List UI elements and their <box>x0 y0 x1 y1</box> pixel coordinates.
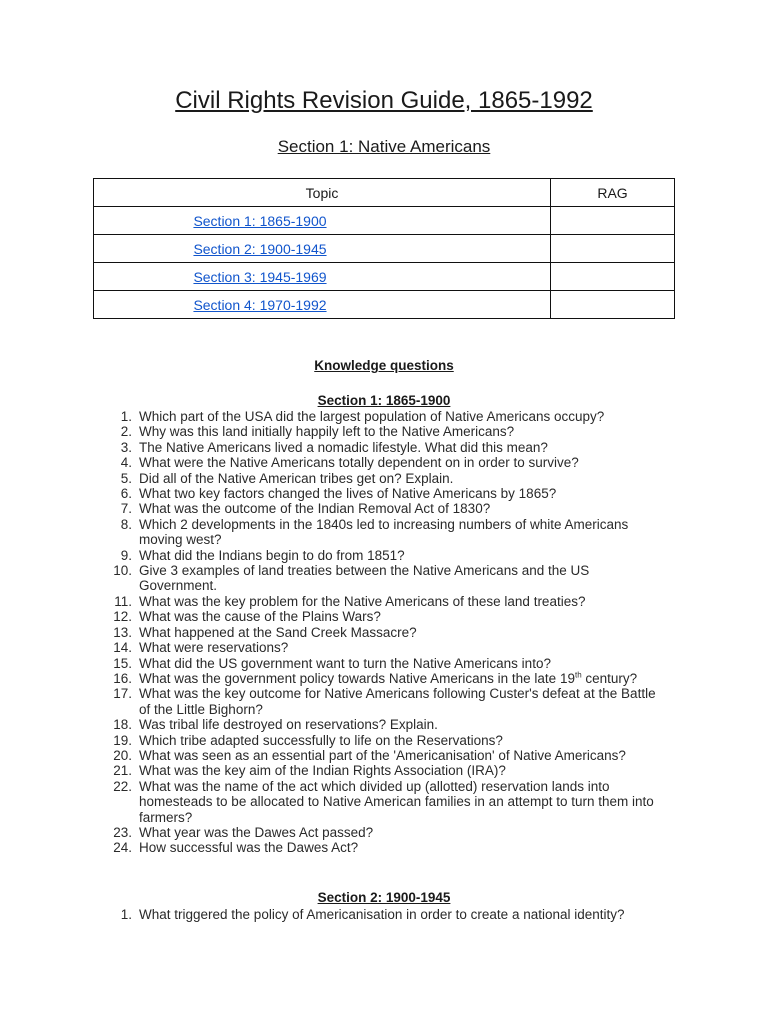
question-item <box>110 563 670 594</box>
table-row <box>94 235 675 263</box>
question-number: 21. <box>113 763 132 779</box>
question-item <box>110 424 670 439</box>
question-number: 23. <box>113 824 132 840</box>
topic-cell <box>94 291 551 319</box>
section-1-heading: Section 1: 1865-1900 <box>317 393 451 408</box>
question-number: 4. <box>120 455 132 471</box>
question-text: What did the Indians begin to do from 1851? <box>139 547 405 563</box>
question-number: 1. <box>120 409 132 424</box>
question-item <box>110 717 670 732</box>
question-item <box>110 609 670 624</box>
question-item <box>110 686 670 717</box>
rag-cell[interactable] <box>551 263 675 291</box>
question-text: Why was this land initially happily left to the Native Americans? <box>139 424 515 440</box>
question-item <box>110 594 670 609</box>
superscript: th <box>574 670 582 680</box>
rag-cell[interactable] <box>551 207 675 235</box>
section-1-link[interactable]: Section 1: 1865-1900 <box>193 212 327 229</box>
question-item <box>110 455 670 470</box>
question-text: Give 3 examples of land treaties between the Native Americans and the US Government. <box>139 563 590 594</box>
knowledge-questions-heading: Knowledge questions <box>314 358 454 373</box>
section-4-link[interactable]: Section 4: 1970-1992 <box>193 296 327 313</box>
section-2-question-list <box>110 907 670 922</box>
question-number: 1. <box>120 907 132 922</box>
question-text: What triggered the policy of Americanisation in order to create a national identity? <box>139 907 625 922</box>
section-1-question-list <box>110 409 670 856</box>
question-item <box>110 517 670 548</box>
question-text: Did all of the Native American tribes get on? Explain. <box>139 470 454 486</box>
rag-cell[interactable] <box>551 235 675 263</box>
question-text: What year was the Dawes Act passed? <box>139 824 374 840</box>
rag-column-header: RAG <box>551 179 675 207</box>
question-text: Which tribe adapted successfully to life on the Reservations? <box>139 732 503 748</box>
question-item <box>110 440 670 455</box>
question-text: What were reservations? <box>139 640 289 656</box>
question-number: 16. <box>113 670 132 686</box>
question-number: 17. <box>113 686 132 702</box>
table-header-row <box>94 179 675 207</box>
question-text: What did the US government want to turn the Native Americans into? <box>139 655 551 671</box>
question-text: What was the key outcome for Native Americans following Custer's defeat at the Battle of the Little Bighorn? <box>139 686 656 717</box>
question-text: What was the outcome of the Indian Removal Act of 1830? <box>139 501 491 517</box>
question-number: 2. <box>120 424 132 440</box>
question-item <box>110 640 670 655</box>
question-item <box>110 656 670 671</box>
question-text: What was the key aim of the Indian Rights Association (IRA)? <box>139 763 506 779</box>
question-number: 10. <box>113 563 132 579</box>
question-number: 12. <box>113 609 132 625</box>
rag-cell[interactable] <box>551 291 675 319</box>
question-number: 7. <box>120 501 132 517</box>
table-row <box>94 291 675 319</box>
question-text: What was the key problem for the Native Americans of these land treaties? <box>139 593 586 609</box>
topic-cell <box>94 263 551 291</box>
section-2-heading: Section 2: 1900-1945 <box>317 890 451 905</box>
question-number: 19. <box>113 732 132 748</box>
section-2-link[interactable]: Section 2: 1900-1945 <box>193 240 327 257</box>
page-title: Civil Rights Revision Guide, 1865-1992 <box>175 87 593 114</box>
question-number: 8. <box>120 516 132 532</box>
question-item <box>110 501 670 516</box>
question-item <box>110 763 670 778</box>
question-number: 22. <box>113 778 132 794</box>
question-number: 14. <box>113 640 132 656</box>
question-text: What was the cause of the Plains Wars? <box>139 609 381 625</box>
topic-table <box>93 178 675 319</box>
question-number: 20. <box>113 747 132 763</box>
question-number: 9. <box>120 547 132 563</box>
section-3-link[interactable]: Section 3: 1945-1969 <box>193 268 327 285</box>
question-item <box>110 733 670 748</box>
section-heading: Section 1: Native Americans <box>277 137 491 156</box>
question-number: 15. <box>113 655 132 671</box>
question-text: What was seen as an essential part of the 'Americanisation' of Native Americans? <box>139 747 626 763</box>
question-text: What two key factors changed the lives of Native Americans by 1865? <box>139 486 557 502</box>
topic-cell <box>94 207 551 235</box>
question-number: 18. <box>113 717 132 733</box>
question-item <box>110 907 670 922</box>
question-number: 3. <box>120 439 132 455</box>
question-text: What was the name of the act which divided up (allotted) reservation lands into homesteads to be allocated to Native American families in an attempt to turn them into farmers? <box>139 778 654 825</box>
question-number: 13. <box>113 624 132 640</box>
question-item <box>110 748 670 763</box>
question-text: What happened at the Sand Creek Massacre? <box>139 624 417 640</box>
question-text: Which part of the USA did the largest population of Native Americans occupy? <box>139 409 605 424</box>
question-item <box>110 840 670 855</box>
question-item <box>110 471 670 486</box>
table-row <box>94 207 675 235</box>
question-item <box>110 825 670 840</box>
question-item <box>110 548 670 563</box>
topic-column-header: Topic <box>94 179 551 207</box>
topic-cell <box>94 235 551 263</box>
question-item <box>110 779 670 825</box>
question-text: Which 2 developments in the 1840s led to increasing numbers of white Americans moving west? <box>139 516 629 548</box>
question-number: 24. <box>113 840 132 856</box>
question-text: Was tribal life destroyed on reservations? Explain. <box>139 717 438 733</box>
question-item <box>110 671 670 686</box>
question-number: 6. <box>120 486 132 502</box>
question-text: What was the government policy towards Native Americans in the late 19 <box>139 670 575 686</box>
question-text: What were the Native Americans totally dependent on in order to survive? <box>139 455 579 471</box>
question-number: 11. <box>114 593 132 609</box>
table-row <box>94 263 675 291</box>
question-text: The Native Americans lived a nomadic lifestyle. What did this mean? <box>139 439 548 455</box>
question-item <box>110 625 670 640</box>
question-item <box>110 409 670 424</box>
question-number: 5. <box>120 470 132 486</box>
question-item <box>110 486 670 501</box>
question-text: How successful was the Dawes Act? <box>139 840 359 856</box>
question-text-tail: century? <box>581 670 638 686</box>
